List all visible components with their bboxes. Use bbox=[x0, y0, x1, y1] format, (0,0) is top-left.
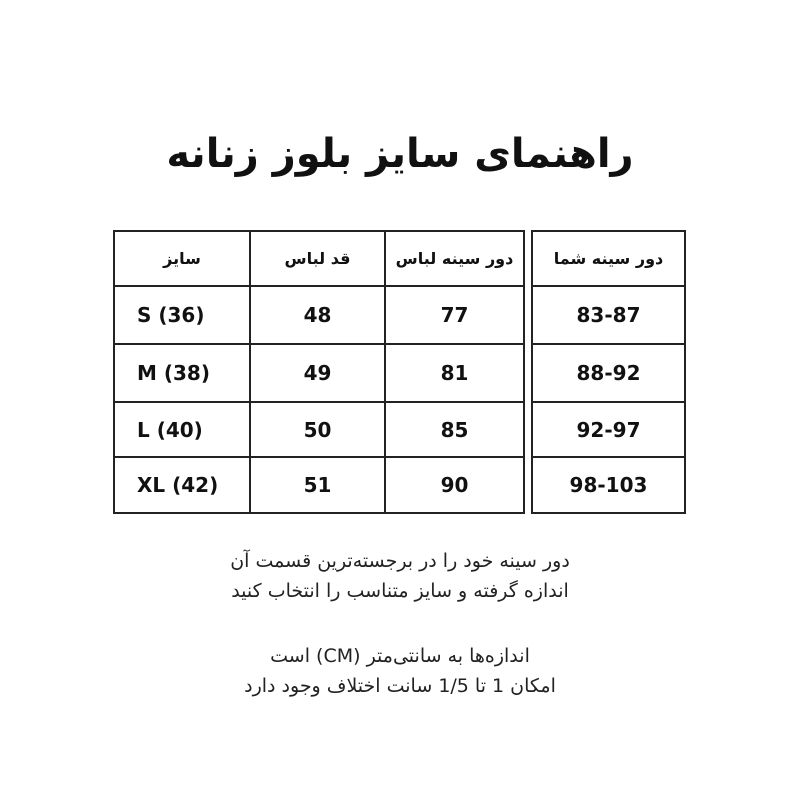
table-row bbox=[532, 286, 685, 344]
length-column-header: قد لباس bbox=[250, 231, 385, 286]
size-table bbox=[113, 230, 525, 514]
body-chest-table bbox=[531, 230, 686, 514]
table-row bbox=[114, 286, 524, 344]
body-chest-cell: 83-87 bbox=[532, 286, 685, 344]
table-row bbox=[532, 457, 685, 513]
unit-note bbox=[0, 641, 800, 701]
table-row bbox=[532, 402, 685, 457]
page-title: راهنمای سایز بلوز زنانه bbox=[166, 131, 634, 177]
size-cell: XL (42) bbox=[114, 457, 250, 513]
note-line: اندازه‌ها به سانتی‌متر (CM) است bbox=[270, 645, 530, 667]
table-header-row bbox=[114, 231, 524, 286]
table-row bbox=[114, 402, 524, 457]
body-chest-column-header: دور سینه شما bbox=[532, 231, 685, 286]
table-row bbox=[532, 344, 685, 402]
length-cell: 50 bbox=[250, 402, 385, 457]
body-chest-cell: 92-97 bbox=[532, 402, 685, 457]
garment-chest-cell: 85 bbox=[385, 402, 524, 457]
table-row bbox=[114, 344, 524, 402]
length-cell: 48 bbox=[250, 286, 385, 344]
garment-chest-cell: 81 bbox=[385, 344, 524, 402]
table-header-row bbox=[532, 231, 685, 286]
size-cell: M (38) bbox=[114, 344, 250, 402]
length-cell: 51 bbox=[250, 457, 385, 513]
length-cell: 49 bbox=[250, 344, 385, 402]
note-line: امکان 1 تا 1/5 سانت اختلاف وجود دارد bbox=[244, 675, 556, 697]
note-line: دور سینه خود را در برجسته‌ترین قسمت آن bbox=[230, 550, 570, 572]
garment-chest-cell: 90 bbox=[385, 457, 524, 513]
table-row bbox=[114, 457, 524, 513]
body-chest-cell: 88-92 bbox=[532, 344, 685, 402]
size-cell: S (36) bbox=[114, 286, 250, 344]
size-cell: L (40) bbox=[114, 402, 250, 457]
garment-chest-cell: 77 bbox=[385, 286, 524, 344]
body-chest-cell: 98-103 bbox=[532, 457, 685, 513]
measure-instructions bbox=[0, 546, 800, 606]
note-line: اندازه گرفته و سایز متناسب را انتخاب کنید bbox=[231, 580, 569, 602]
garment-chest-column-header: دور سینه لباس bbox=[385, 231, 524, 286]
size-column-header: سایز bbox=[114, 231, 250, 286]
